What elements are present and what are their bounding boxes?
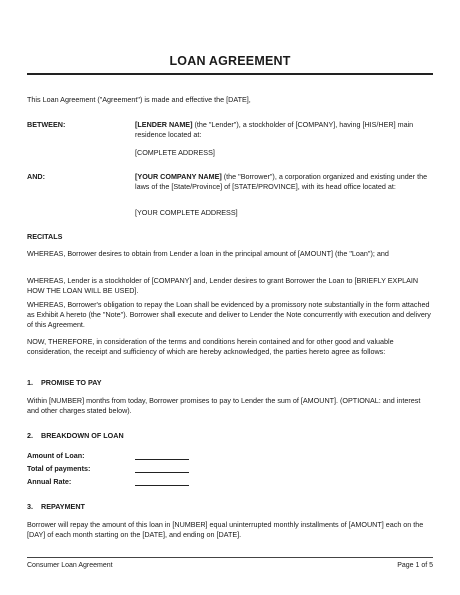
footer-divider bbox=[27, 557, 433, 558]
and-party-text bbox=[135, 172, 433, 192]
and-label: AND: bbox=[27, 172, 45, 181]
section-number: 2. bbox=[27, 431, 33, 440]
section-2-heading bbox=[27, 431, 124, 441]
footer-document-name: Consumer Loan Agreement bbox=[27, 562, 113, 569]
blank-line bbox=[135, 459, 189, 460]
section-1-heading bbox=[27, 378, 102, 388]
section-number: 1. bbox=[27, 378, 33, 387]
repayment-paragraph: Borrower will repay the amount of this loan in [NUMBER] equal uninterrupted monthly installments of [AMOUNT] each on the [DAY] of each month starting on the [DATE], and ending on [DATE]. bbox=[27, 520, 424, 539]
footer-page-number: Page 1 of 5 bbox=[397, 562, 433, 569]
promise-to-pay-paragraph: Within [NUMBER] months from today, Borrower promises to pay to Lender the sum of [AMOUNT]. (OPTIONAL: and interest and other charges stated below). bbox=[27, 396, 421, 415]
borrower-description: (the "Borrower"), a corporation organized and existing under the laws of the [State/Province] of [STATE/PROVINCE], with its head office located at: bbox=[135, 172, 428, 191]
between-label: BETWEEN: bbox=[27, 120, 66, 129]
field-label: Annual Rate: bbox=[27, 477, 72, 486]
blank-line bbox=[135, 485, 189, 486]
section-title: BREAKDOWN OF LOAN bbox=[41, 431, 124, 440]
recital-paragraph: WHEREAS, Borrower's obligation to repay the Loan shall be evidenced by a promissory note substantially in the form attached as Exhibit A hereto (the "Note"). Borrower shall execute and deliver to Lender the Note concurrently with execution and delivery of this Agreement. bbox=[27, 300, 431, 329]
recital-paragraph: WHEREAS, Lender is a stockholder of [COMPANY] and, Lender desires to grant Borrower the Loan to [BRIEFLY EXPLAIN HOW THE LOAN WILL BE USED]. bbox=[27, 276, 419, 295]
title-divider bbox=[27, 73, 433, 75]
section-title: PROMISE TO PAY bbox=[41, 378, 102, 387]
recital-paragraph: WHEREAS, Borrower desires to obtain from Lender a loan in the principal amount of [AMOUNT] (the "Loan"); and bbox=[27, 249, 389, 258]
borrower-name: [YOUR COMPANY NAME] bbox=[135, 172, 222, 181]
borrower-address: [YOUR COMPLETE ADDRESS] bbox=[135, 208, 238, 217]
between-party-text bbox=[135, 120, 433, 140]
lender-description: (the "Lender"), a stockholder of [COMPANY], having [HIS/HER] main residence located at: bbox=[135, 120, 414, 139]
field-label: Amount of Loan: bbox=[27, 451, 85, 460]
document-title: LOAN AGREEMENT bbox=[169, 54, 291, 68]
field-label: Total of payments: bbox=[27, 464, 91, 473]
blank-line bbox=[135, 472, 189, 473]
lender-name: [LENDER NAME] bbox=[135, 120, 193, 129]
intro-paragraph: This Loan Agreement ("Agreement") is made and effective the [DATE], bbox=[27, 95, 251, 104]
recital-paragraph: NOW, THEREFORE, in consideration of the terms and conditions herein contained and for other good and valuable consideration, the receipt and sufficiency of which are hereby acknowledged, the parties hereto agree as follows: bbox=[27, 337, 394, 356]
lender-address: [COMPLETE ADDRESS] bbox=[135, 148, 215, 157]
recitals-heading: RECITALS bbox=[27, 232, 63, 241]
section-number: 3. bbox=[27, 502, 33, 511]
section-title: REPAYMENT bbox=[41, 502, 85, 511]
section-3-heading bbox=[27, 502, 85, 512]
